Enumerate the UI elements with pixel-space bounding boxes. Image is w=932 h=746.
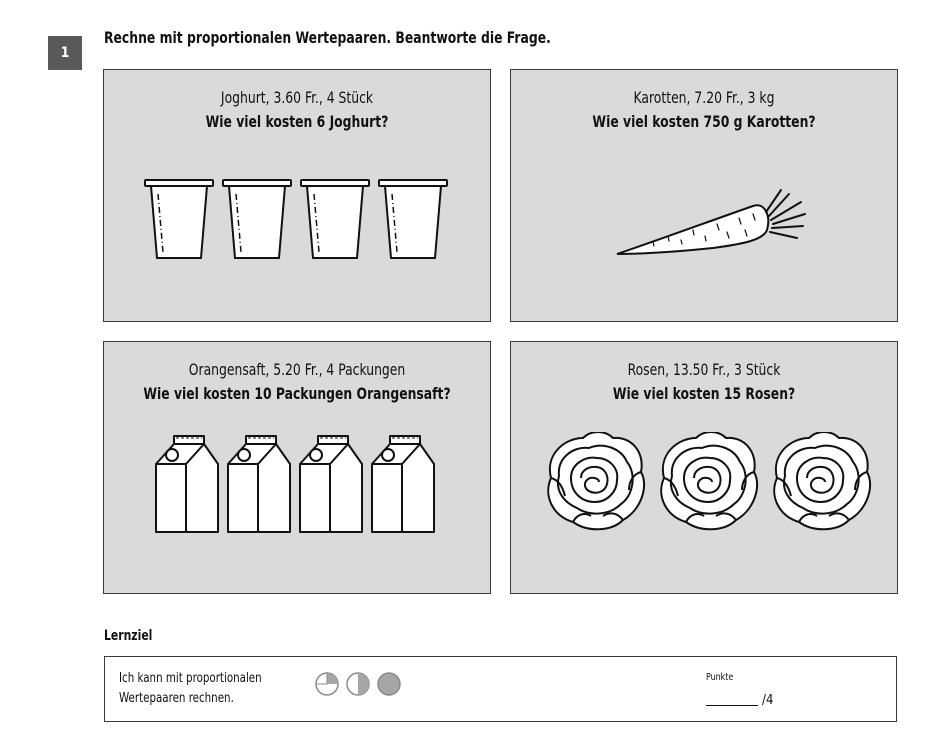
roses-illustration <box>543 432 873 532</box>
card-question: Wie viel kosten 10 Packungen Orangensaft? <box>143 384 451 403</box>
rose-icon <box>774 432 870 529</box>
card-info: Karotten, 7.20 Fr., 3 kg <box>633 88 775 107</box>
yogurt-cup-icon <box>379 180 447 258</box>
card-carrots <box>510 69 898 322</box>
juice-carton-icon <box>372 436 434 532</box>
juice-carton-icon <box>156 436 218 532</box>
task-instruction: Rechne mit proportionalen Wertepaaren. Beantworte die Frage. <box>104 28 551 47</box>
rose-icon <box>661 432 757 529</box>
card-roses <box>510 341 898 594</box>
learning-goal-title: Lernziel <box>104 628 153 644</box>
learning-goal-text: Ich kann mit proportionalen Wertepaaren rechnen. <box>119 671 262 706</box>
self-assessment-icons <box>314 671 404 697</box>
points-label: Punkte <box>706 672 734 683</box>
yogurt-cups-illustration <box>144 178 464 268</box>
card-question: Wie viel kosten 6 Joghurt? <box>205 112 389 131</box>
points-total: /4 <box>762 693 774 708</box>
juice-cartons-illustration <box>154 434 454 534</box>
card-info: Rosen, 13.50 Fr., 3 Stück <box>627 360 781 379</box>
yogurt-cup-icon <box>145 180 213 258</box>
juice-carton-icon <box>300 436 362 532</box>
juice-carton-icon <box>228 436 290 532</box>
card-question: Wie viel kosten 750 g Karotten? <box>592 112 816 131</box>
yogurt-cup-icon <box>301 180 369 258</box>
card-question: Wie viel kosten 15 Rosen? <box>612 384 796 403</box>
yogurt-cup-icon <box>223 180 291 258</box>
rose-icon <box>548 432 644 529</box>
full-pie-icon <box>378 673 400 695</box>
half-pie-icon <box>347 673 369 695</box>
card-info: Orangensaft, 5.20 Fr., 4 Packungen <box>188 360 406 379</box>
carrot-icon <box>613 184 813 264</box>
points-entry-line[interactable] <box>706 705 758 706</box>
card-yogurt <box>103 69 491 322</box>
learning-goal-box <box>104 656 897 722</box>
card-orange-juice <box>103 341 491 594</box>
card-info: Joghurt, 3.60 Fr., 4 Stück <box>220 88 374 107</box>
quarter-pie-icon <box>316 673 338 695</box>
task-number-badge: 1 <box>48 36 82 70</box>
